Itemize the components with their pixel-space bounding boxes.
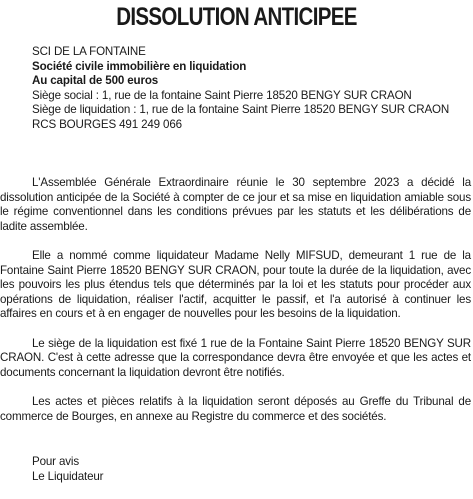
liquidation-office: Siège de liquidation : 1, rue de la fontaine Saint Pierre 18520 BENGY SUR CRAON — [32, 103, 450, 117]
notice-title: DISSOLUTION ANTICIPEE — [116, 3, 357, 31]
signature-block — [32, 455, 103, 484]
rcs-number: RCS BOURGES 491 249 066 — [32, 117, 182, 131]
paragraph-liquidation-seat: Le siège de la liquidation est fixé 1 rue de la Fontaine Saint Pierre 18520 BENGY SUR CRAON. C'est à cette adresse que la correspondance devra être envoyée et que les actes et documents concernant la liquidation devront être notifiés. — [0, 336, 471, 379]
company-capital: Au capital de 500 euros — [32, 74, 159, 88]
notice-body — [0, 176, 471, 424]
paragraph-liquidator: Elle a nommé comme liquidateur Madame Nelly MIFSUD, demeurant 1 rue de la Fontaine Saint Pierre 18520 BENGY SUR CRAON, pour toute la durée de la liquidation, avec les pouvoirs les plus étendus tels que déterminés par la loi et les statuts pour procéder aux opérations de liquidation, réaliser l'actif, acquitter le passif, et l'a autorisé à continuer les affaires en cours et à en engager de nouvelles pour les besoins de la liquidation. — [0, 248, 471, 321]
registered-office: Siège social : 1, rue de la fontaine Saint Pierre 18520 BENGY SUR CRAON — [32, 88, 412, 102]
closing-line-notice: Pour avis — [32, 455, 79, 468]
paragraph-dissolution: L'Assemblée Générale Extraordinaire réunie le 30 septembre 2023 a décidé la dissolution anticipée de la Société à compter de ce jour et sa mise en liquidation amiable sous le régime conventionnel dans les conditions prévues par les statuts et les délibérations de ladite assemblée. — [0, 176, 471, 233]
company-header — [32, 45, 472, 133]
company-name: SCI DE LA FONTAINE — [32, 45, 146, 58]
paragraph-filing: Les actes et pièces relatifs à la liquidation seront déposés au Greffe du Tribunal de commerce de Bourges, en annexe au Registre du commerce et des sociétés. — [0, 394, 471, 423]
company-type: Société civile immobilière en liquidation — [32, 59, 247, 73]
closing-line-liquidator: Le Liquidateur — [32, 469, 104, 483]
